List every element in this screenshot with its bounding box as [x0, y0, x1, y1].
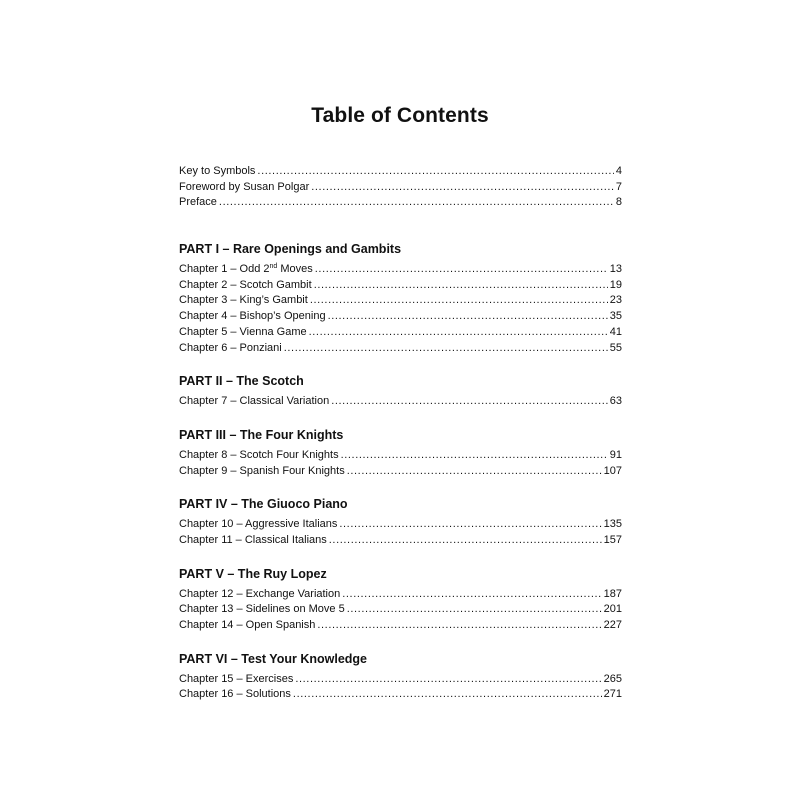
part-2-section — [179, 373, 622, 410]
entry-label: Chapter 13 – Sidelines on Move 5 — [179, 603, 345, 616]
entry-label: Chapter 6 – Ponziani — [179, 341, 282, 354]
toc-entry-chapter-3[interactable] — [179, 293, 622, 309]
part-heading[interactable]: PART V – The Ruy Lopez — [179, 566, 327, 581]
dot-leader — [341, 448, 608, 464]
entry-label: Chapter 4 – Bishop’s Opening — [179, 310, 326, 323]
entry-label-text: Chapter 1 – Odd 2 — [179, 263, 270, 276]
toc-entry-chapter-5[interactable] — [179, 325, 622, 341]
toc-entry-chapter-7[interactable] — [179, 394, 622, 410]
entry-label: Chapter 11 – Classical Italians — [179, 533, 327, 546]
page-number: 271 — [603, 688, 622, 701]
page-number: 35 — [609, 310, 622, 323]
dot-leader — [315, 262, 608, 278]
entry-label: Preface — [179, 196, 217, 209]
page-number: 7 — [615, 180, 622, 193]
toc-entry-chapter-12[interactable] — [179, 587, 622, 603]
page-number: 187 — [603, 587, 622, 600]
table-of-contents — [179, 164, 622, 703]
toc-entry-chapter-1[interactable] — [179, 262, 622, 278]
dot-leader — [310, 293, 608, 309]
dot-leader — [293, 687, 602, 703]
entry-label: Chapter 9 – Spanish Four Knights — [179, 464, 345, 477]
entry-label: Key to Symbols — [179, 165, 256, 177]
page-number: 91 — [609, 448, 622, 461]
page-number: 227 — [603, 619, 622, 631]
toc-entry-chapter-15[interactable] — [179, 672, 622, 688]
page-number: 8 — [615, 196, 622, 209]
page-number: 157 — [603, 533, 622, 546]
entry-label: Chapter 10 – Aggressive Italians — [179, 518, 338, 531]
toc-entry-chapter-9[interactable] — [179, 464, 622, 480]
part-heading[interactable]: PART VI – Test Your Knowledge — [179, 651, 367, 666]
ordinal-superscript: nd — [269, 263, 278, 271]
page-number: 41 — [609, 325, 622, 338]
entry-label — [179, 262, 313, 278]
dot-leader — [317, 618, 601, 634]
toc-entry-chapter-2[interactable] — [179, 278, 622, 294]
dot-leader — [309, 325, 608, 341]
entry-label: Chapter 14 – Open Spanish — [179, 619, 316, 631]
dot-leader — [257, 164, 613, 180]
part-5-section — [179, 566, 622, 634]
page-number: 63 — [609, 395, 622, 408]
part-heading[interactable]: PART II – The Scotch — [179, 374, 304, 389]
entry-label-text: Moves — [277, 263, 313, 276]
entry-label: Chapter 3 – King’s Gambit — [179, 294, 308, 307]
dot-leader — [219, 195, 614, 211]
toc-entry-chapter-13[interactable] — [179, 602, 622, 618]
toc-entry-chapter-11[interactable] — [179, 533, 622, 549]
part-heading[interactable]: PART IV – The Giuoco Piano — [179, 497, 348, 512]
dot-leader — [347, 464, 602, 480]
dot-leader — [284, 341, 608, 357]
dot-leader — [329, 533, 602, 549]
front-matter-list — [179, 164, 622, 211]
entry-label: Chapter 16 – Solutions — [179, 688, 291, 701]
page-number: 201 — [603, 603, 622, 616]
dot-leader — [314, 278, 608, 294]
entry-label: Chapter 8 – Scotch Four Knights — [179, 448, 339, 461]
dot-leader — [339, 517, 601, 533]
toc-entry-chapter-6[interactable] — [179, 341, 622, 357]
entry-label: Chapter 15 – Exercises — [179, 672, 294, 685]
page-number: 19 — [609, 278, 622, 291]
page-number: 13 — [609, 263, 622, 276]
page-number: 55 — [609, 341, 622, 354]
page-number: 23 — [609, 294, 622, 307]
page-number: 265 — [603, 672, 622, 685]
dot-leader — [311, 180, 614, 196]
part-3-section — [179, 427, 622, 479]
toc-entry-chapter-4[interactable] — [179, 309, 622, 325]
toc-entry-key-to-symbols[interactable] — [179, 164, 622, 180]
page-number: 135 — [603, 518, 622, 531]
part-4-section — [179, 496, 622, 548]
entry-label: Chapter 7 – Classical Variation — [179, 395, 330, 408]
page-number: 107 — [603, 464, 622, 477]
toc-entry-chapter-10[interactable] — [179, 517, 622, 533]
toc-entry-chapter-8[interactable] — [179, 448, 622, 464]
page-number: 4 — [615, 165, 622, 177]
part-heading[interactable]: PART III – The Four Knights — [179, 427, 344, 442]
part-1-section — [179, 241, 622, 356]
entry-label: Chapter 5 – Vienna Game — [179, 325, 307, 338]
toc-entry-chapter-16[interactable] — [179, 687, 622, 703]
entry-label: Foreword by Susan Polgar — [179, 180, 310, 193]
entry-label: Chapter 12 – Exchange Variation — [179, 587, 341, 600]
part-6-section — [179, 651, 622, 703]
part-heading[interactable]: PART I – Rare Openings and Gambits — [179, 242, 402, 257]
entry-label: Chapter 2 – Scotch Gambit — [179, 278, 312, 291]
toc-entry-foreword[interactable] — [179, 180, 622, 196]
dot-leader — [342, 587, 601, 603]
page-title: Table of Contents — [311, 104, 489, 127]
dot-leader — [331, 394, 608, 410]
toc-entry-chapter-14[interactable] — [179, 618, 622, 634]
toc-entry-preface[interactable] — [179, 195, 622, 211]
dot-leader — [328, 309, 608, 325]
dot-leader — [347, 602, 602, 618]
dot-leader — [295, 672, 601, 688]
